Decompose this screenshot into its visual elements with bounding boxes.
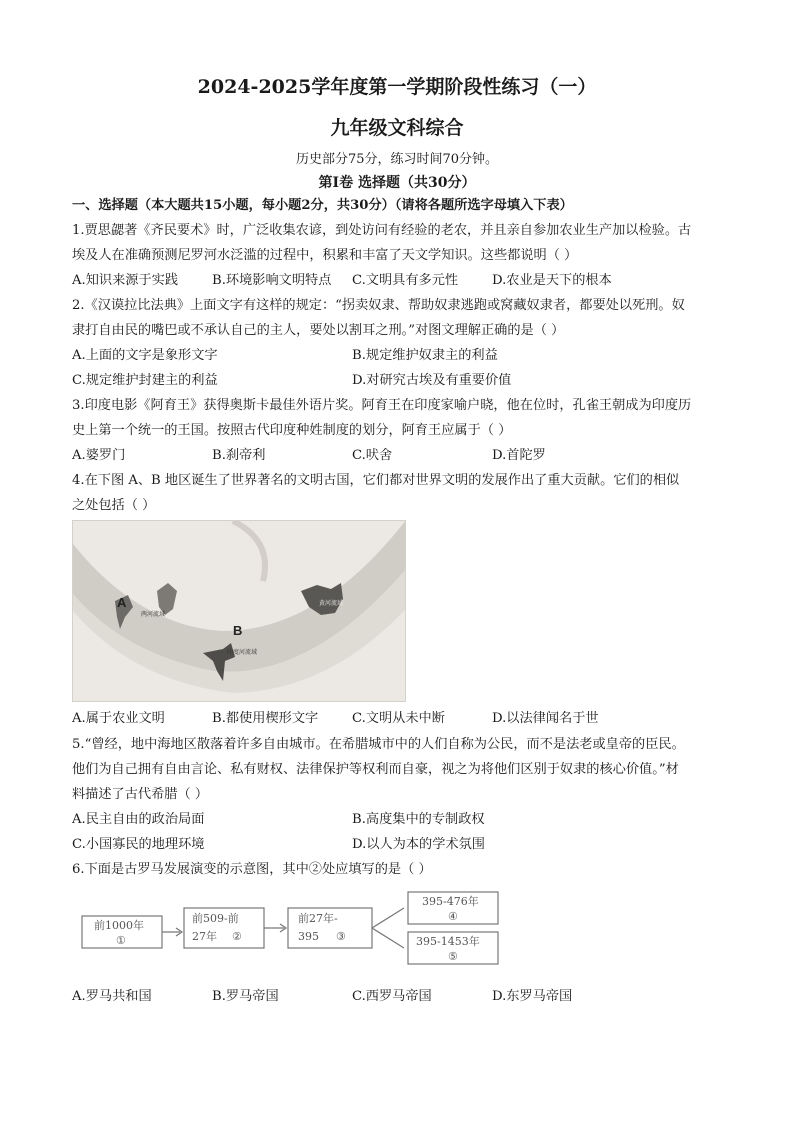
question-1-line-1: 1.贾思勰著《齐民要术》时，广泛收集农谚，到处访问有经验的老农，并且亲自参加农业生产加以检验。古 [72,223,692,238]
question-4-line-2: 之处包括（ ） [72,498,156,513]
page-title: 2024-2025学年度第一学期阶段性练习（一） [197,76,597,98]
question-2-option-a: A.上面的文字是象形文字 [72,348,218,363]
question-3-option-b: B.刹帝利 [212,448,266,463]
ancient-civilizations-map [72,520,406,702]
flow-box-3-date-1: 前27年- [298,912,338,925]
question-3-line-2: 史上第一个统一的王国。按照古代印度种姓制度的划分，阿育王应属于（ ） [72,423,512,438]
question-1-option-c: C.文明具有多元性 [352,273,459,288]
question-6-line-1: 6.下面是古罗马发展演变的示意图，其中②处应填写的是（ ） [72,862,432,877]
flow-box-3-date-2: 395 [298,930,319,943]
question-6-option-a: A.罗马共和国 [72,989,152,1004]
question-2-option-d: D.对研究古埃及有重要价值 [352,373,512,388]
exam-note: 历史部分75分，练习时间70分钟。 [295,152,499,167]
question-4-option-b: B.都使用楔形文字 [212,711,319,726]
map-region-c: 黄河流域 [319,600,344,607]
question-4-option-d: D.以法律闻名于世 [492,711,599,726]
question-3-option-a: A.婆罗门 [72,448,126,463]
rome-timeline-diagram [72,888,512,968]
question-4-line-1: 4.在下图 A、B 地区诞生了世界著名的文明古国，它们都对世界文明的发展作出了重大贡献。它们的相似 [72,473,680,488]
question-6-option-d: D.东罗马帝国 [492,989,573,1004]
question-3-option-d: D.首陀罗 [492,448,546,463]
question-1-option-b: B.环境影响文明特点 [212,273,332,288]
map-label-a: A [117,595,127,610]
question-5-option-d: D.以人为本的学术氛围 [352,837,485,852]
question-2-line-2: 隶打自由民的嘴巴或不承认自己的主人，要处以割耳之刑。”对图文理解正确的是（ ） [72,323,565,338]
question-5-line-2: 他们为自己拥有自由言论、私有财权、法律保护等权利而自豪，视之为将他们区别于奴隶的核心价值。”材 [72,762,679,777]
question-2-option-c: C.规定维护封建主的利益 [72,373,218,388]
flow-box-1-num: ① [116,934,126,947]
question-4-option-a: A.属于农业文明 [72,711,165,726]
question-3-line-1: 3.印度电影《阿育王》获得奥斯卡最佳外语片奖。阿育王在印度家喻户晓，他在位时，孔雀王朝成为印度历 [72,398,692,413]
flow-box-4-num: ④ [448,910,458,923]
question-5-line-3: 料描述了古代希腊（ ） [72,787,209,802]
flow-box-2-num: ② [232,930,242,943]
question-2-option-b: B.规定维护奴隶主的利益 [352,348,498,363]
question-4-option-c: C.文明从未中断 [352,711,445,726]
question-5-option-a: A.民主自由的政治局面 [72,812,205,827]
question-1-option-a: A.知识来源于实践 [72,273,179,288]
question-6-option-c: C.西罗马帝国 [352,989,432,1004]
question-5-line-1: 5.“曾经，地中海地区散落着许多自由城市。在希腊城市中的人们自称为公民，而不是法老或皇帝的臣民。 [72,737,685,752]
flow-box-5-date: 395-1453年 [416,935,480,948]
question-5-option-b: B.高度集中的专制政权 [352,812,485,827]
map-label-b: B [233,623,243,638]
section-heading: 第Ⅰ卷 选择题（共30分） [318,175,476,191]
question-1-line-2: 埃及人在准确预测尼罗河水泛滥的过程中，积累和丰富了天文学知识。这些都说明（ ） [72,248,578,263]
flow-box-1-date: 前1000年 [94,919,144,932]
flow-box-2-date-2: 27年 [192,930,217,943]
flow-box-3-num: ③ [336,930,346,943]
question-2-line-1: 2.《汉谟拉比法典》上面文字有这样的规定：“拐卖奴隶、帮助奴隶逃跑或窝藏奴隶者，都要处以死刑。奴 [72,298,685,313]
map-region-a: 两河流域 [141,611,166,618]
flow-box-4-date: 395-476年 [422,895,479,908]
flow-box-5-num: ⑤ [448,950,458,963]
page-subtitle: 九年级文科综合 [330,117,464,139]
question-3-option-c: C.吠舍 [352,448,393,463]
question-5-option-c: C.小国寡民的地理环境 [72,837,205,852]
flow-box-2-date-1: 前509-前 [192,912,239,925]
question-6-option-b: B.罗马帝国 [212,989,279,1004]
part-heading: 一、选择题（本大题共15小题，每小题2分，共30分）（请将各题所选字母填入下表） [72,198,573,213]
question-1-option-d: D.农业是天下的根本 [492,273,612,288]
map-region-b: 印度河流域 [227,649,258,656]
